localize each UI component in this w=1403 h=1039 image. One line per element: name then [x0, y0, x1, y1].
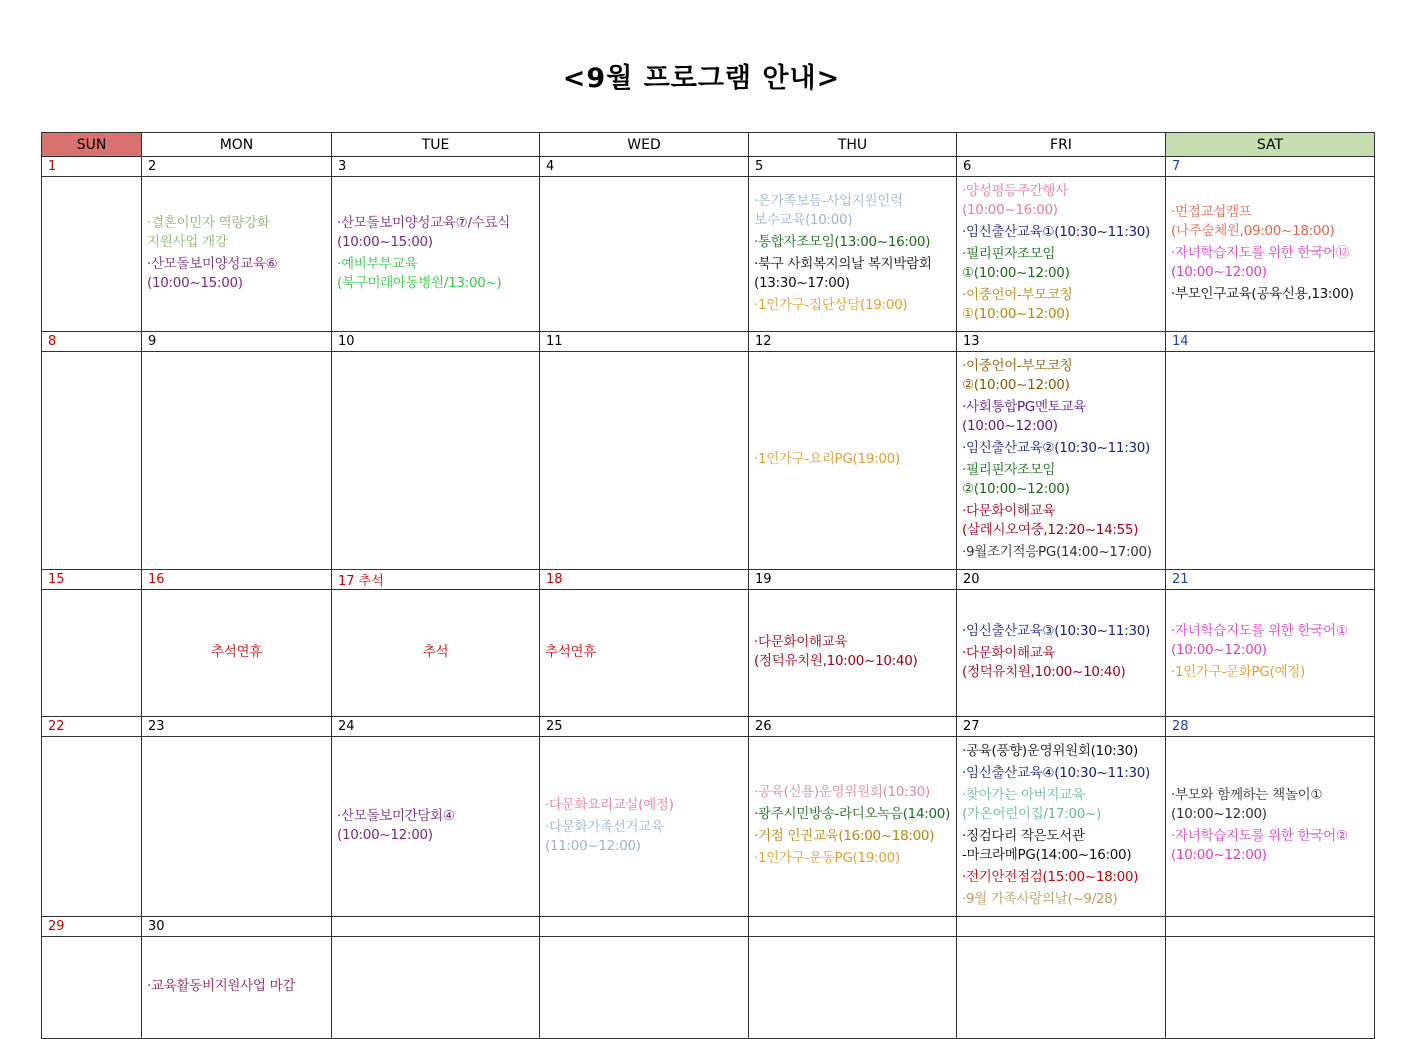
date-number: 8: [42, 332, 142, 352]
event-item: ·결혼이민자 역량강화 지원사업 개강: [147, 214, 270, 250]
events-row: [42, 737, 1375, 917]
event-item: ·9월조기적응PG(14:00~17:00): [962, 544, 1152, 560]
event-item: ·필리핀자조모임①(10:00~12:00): [962, 246, 1070, 281]
header-thu: THU: [749, 133, 957, 157]
day-cell: [42, 937, 142, 1039]
day-cell: [1166, 352, 1375, 570]
day-cell: [957, 177, 1166, 332]
day-cell: [332, 737, 540, 917]
header-sat: SAT: [1166, 133, 1375, 157]
date-number: 16: [142, 570, 332, 590]
events-row: [42, 352, 1375, 570]
event-item: ·임신출산교육④(10:30~11:30): [962, 765, 1150, 781]
day-cell: [142, 937, 332, 1039]
day-cell: [749, 590, 957, 717]
date-number: 18: [540, 570, 749, 590]
event-item: ·공육(신용)운영위원회(10:30): [754, 784, 930, 800]
day-cell: [540, 352, 749, 570]
date-number: 22: [42, 717, 142, 737]
event-item: ·부모와 함께하는 책놀이① (10:00~12:00): [1171, 787, 1323, 822]
date-number: 3: [332, 157, 540, 177]
day-cell: [1166, 937, 1375, 1039]
date-number: 13: [957, 332, 1166, 352]
day-cell: [142, 590, 332, 717]
day-cell: [42, 352, 142, 570]
day-cell: [957, 937, 1166, 1039]
date-number: 21: [1166, 570, 1375, 590]
date-number: 27: [957, 717, 1166, 737]
date-number: 7: [1166, 157, 1375, 177]
event-item: ·부모인구교육(공육신용,13:00): [1171, 285, 1354, 302]
date-number: 12: [749, 332, 957, 352]
calendar-table: [41, 132, 1375, 1039]
day-cell: [749, 177, 957, 332]
date-number: 5: [749, 157, 957, 177]
event-item: ·다문화이해교육 (정덕유치원,10:00~10:40): [754, 634, 918, 669]
calendar-body: [42, 157, 1375, 1039]
day-cell: [332, 352, 540, 570]
date-number: [749, 917, 957, 937]
page-title: <9월 프로그램 안내>: [562, 63, 841, 94]
day-cell: [332, 590, 540, 717]
event-item: ·교육활동비지원사업 마감: [147, 978, 296, 994]
day-cell: [540, 177, 749, 332]
event-item: ·면접교섭캠프 (나주숲체원,09:00~18:00): [1171, 203, 1335, 239]
event-item: ·공육(풍향)운영위원회(10:30): [962, 743, 1138, 759]
event-item: ·이중언어-부모코칭②(10:00~12:00): [962, 358, 1073, 393]
day-cell: [42, 590, 142, 717]
event-item: ·다문화이해교육 (살레시오여중,12:20~14:55): [962, 503, 1139, 538]
day-cell: [957, 590, 1166, 717]
event-item: ·1인가구-운동PG(19:00): [754, 850, 900, 866]
day-cell: [332, 937, 540, 1039]
event-item: ·징검다리 작은도서관 -마크라메PG(14:00~16:00): [962, 828, 1132, 863]
event-item: ·통합자조모임(13:00~16:00): [754, 233, 931, 250]
events-row: [42, 590, 1375, 717]
event-item: ·1인가구-집단상담(19:00): [754, 296, 908, 313]
event-item: 추석연휴: [545, 643, 596, 660]
event-item: ·거점 인권교육(16:00~18:00): [754, 828, 935, 844]
header-tue: TUE: [332, 133, 540, 157]
event-item: ·북구 사회복지의날 복지박람회 (13:30~17:00): [754, 255, 932, 291]
events-row: [42, 177, 1375, 332]
day-cell: [540, 937, 749, 1039]
date-number: 24: [332, 717, 540, 737]
date-number: 26: [749, 717, 957, 737]
date-number: 4: [540, 157, 749, 177]
date-number: 11: [540, 332, 749, 352]
header-mon: MON: [142, 133, 332, 157]
event-item: ·산모돌보미양성교육⑥ (10:00~15:00): [147, 255, 278, 291]
event-item: ·1인가구-요리PG(19:00): [754, 451, 900, 467]
event-item: ·사회통합PG멘토교육(10:00~12:00): [962, 399, 1086, 434]
day-cell: [1166, 590, 1375, 717]
event-item: 추석: [422, 643, 449, 660]
date-number: 25: [540, 717, 749, 737]
day-cell: [540, 590, 749, 717]
day-cell: [42, 177, 142, 332]
day-cell: [142, 352, 332, 570]
day-cell: [540, 737, 749, 917]
event-item: ·1인가구-문화PG(예정): [1171, 664, 1305, 680]
date-row: [42, 570, 1375, 590]
event-item: ·자녀학습지도를 위한 한국어② (10:00~12:00): [1171, 828, 1348, 863]
date-number: 17 추석: [332, 570, 540, 590]
date-number: 15: [42, 570, 142, 590]
event-item: ·전기안전점검(15:00~18:00): [962, 869, 1139, 885]
date-number: 14: [1166, 332, 1375, 352]
date-number: 29: [42, 917, 142, 937]
event-item: ·자녀학습지도를 위한 한국어① (10:00~12:00): [1171, 623, 1348, 658]
date-row: [42, 332, 1375, 352]
day-cell: [1166, 737, 1375, 917]
header-sun: SUN: [42, 133, 142, 157]
event-item: ·예비부부교육 (북구미래아동병원/13:00~): [337, 255, 502, 291]
day-cell: [749, 352, 957, 570]
events-row: [42, 937, 1375, 1039]
day-cell: [142, 177, 332, 332]
day-cell: [957, 737, 1166, 917]
event-item: ·임신출산교육③(10:30~11:30): [962, 623, 1150, 639]
date-number: 9: [142, 332, 332, 352]
event-item: ·산모돌보미양성교육⑦/수료식 (10:00~15:00): [337, 214, 510, 250]
date-row: [42, 917, 1375, 937]
day-cell: [749, 737, 957, 917]
event-item: ·찾아가는 아버지교육 (가온어린이집/17:00~): [962, 787, 1102, 822]
day-cell: [1166, 177, 1375, 332]
date-number: 20: [957, 570, 1166, 590]
date-number: [540, 917, 749, 937]
day-cell: [42, 737, 142, 917]
event-item: ·다문화이해교육 (정덕유치원,10:00~10:40): [962, 645, 1126, 680]
date-number: [332, 917, 540, 937]
event-item: ·다문화요리교실(예정): [545, 796, 674, 813]
date-number: [1166, 917, 1375, 937]
date-number: 23: [142, 717, 332, 737]
event-item: ·9월 가족사랑의날(~9/28): [962, 891, 1118, 907]
day-cell: [957, 352, 1166, 570]
date-number: 2: [142, 157, 332, 177]
day-cell: [749, 937, 957, 1039]
event-item: ·자녀학습지도를 위한 한국어⑫ (10:00~12:00): [1171, 244, 1350, 280]
event-item: ·광주시민방송-라디오녹음(14:00): [754, 806, 951, 822]
event-item: ·온가족보듬-사업지원인력 보수교육(10:00): [754, 192, 903, 228]
event-item: ·임신출산교육②(10:30~11:30): [962, 440, 1150, 456]
event-item: ·산모돌보미간담회④ (10:00~12:00): [337, 807, 455, 843]
event-item: 추석연휴: [211, 643, 262, 660]
date-row: [42, 157, 1375, 177]
date-number: 28: [1166, 717, 1375, 737]
date-number: 19: [749, 570, 957, 590]
date-number: [957, 917, 1166, 937]
event-item: ·이중언어-부모코칭①(10:00~12:00): [962, 287, 1073, 322]
event-item: ·임신출산교육①(10:30~11:30): [962, 224, 1150, 240]
date-number: 6: [957, 157, 1166, 177]
event-item: ·양성평등주간행사(10:00~16:00): [962, 183, 1068, 218]
date-number: 30: [142, 917, 332, 937]
date-row: [42, 717, 1375, 737]
weekday-header-row: [42, 133, 1375, 157]
date-number: 1: [42, 157, 142, 177]
event-item: ·다문화가족선거교육 (11:00~12:00): [545, 818, 664, 854]
header-wed: WED: [540, 133, 749, 157]
header-fri: FRI: [957, 133, 1166, 157]
event-item: ·필리핀자조모임②(10:00~12:00): [962, 462, 1070, 497]
day-cell: [332, 177, 540, 332]
day-cell: [142, 737, 332, 917]
date-number: 10: [332, 332, 540, 352]
